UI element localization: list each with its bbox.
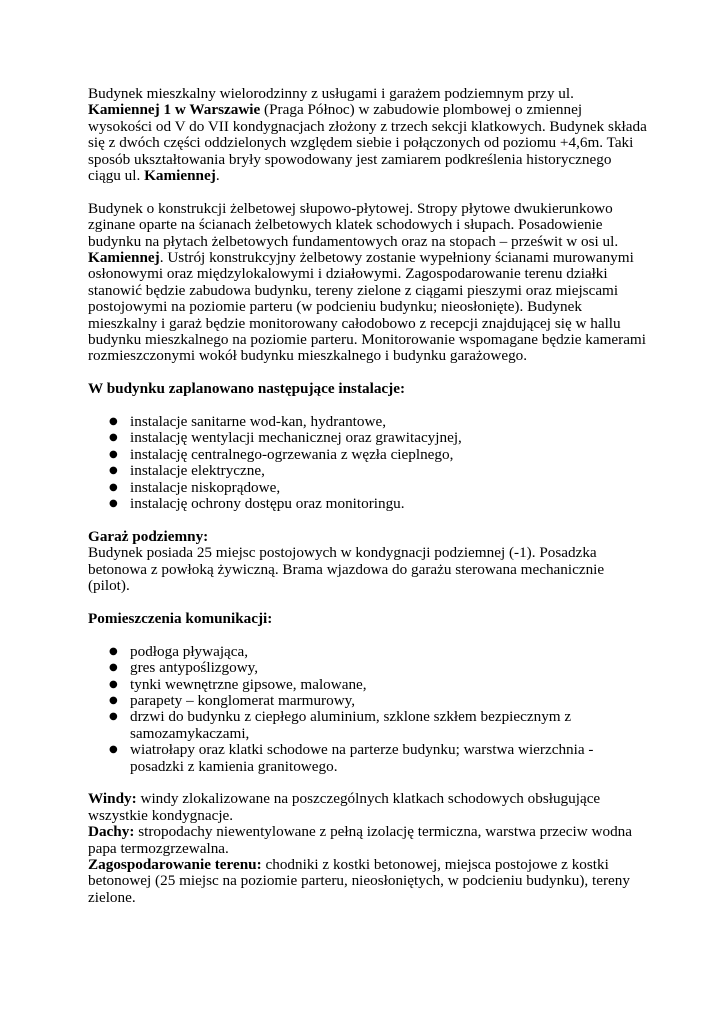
list-item (88, 660, 648, 676)
list-item (88, 742, 648, 775)
list-item-text: gres antypoślizgowy, (130, 659, 259, 677)
list-item-text: instalacje niskoprądowe, (130, 478, 281, 496)
text-run: Budynek mieszkalny wielorodzinny z usługami i garażem podziemnym przy ul. (88, 85, 574, 102)
list-item-text: instalację wentylacji mechanicznej oraz grawitacyjnej, (130, 429, 462, 447)
garage-text: Budynek posiada 25 miejsc postojowych w kondygnacji podziemnej (-1). Posadzka betonowa z powłoką żywiczną. Brama wjazdowa do garażu sterowana mechanicznie (pilot). (88, 544, 605, 595)
list-item-text: instalację centralnego-ogrzewania z węzła cieplnego, (130, 445, 454, 463)
list-item (88, 447, 648, 463)
list-item-text: wiatrołapy oraz klatki schodowe na parterze budynku; warstwa wierzchnia - posadzki z kamienia granitowego. (130, 741, 594, 775)
document-body (88, 86, 648, 906)
list-item-text: instalacje elektryczne, (130, 462, 265, 480)
bold-address: Kamiennej 1 w Warszawie (88, 101, 261, 119)
list-item (88, 480, 648, 496)
bold-street-name: Kamiennej (88, 249, 160, 267)
text-run: windy zlokalizowane na poszczególnych klatkach schodowych obsługujące wszystkie kondygnacje. (88, 790, 601, 824)
list-item (88, 693, 648, 709)
text-run: . (215, 167, 220, 185)
bullet-icon: ● (109, 744, 118, 756)
bullet-icon: ● (109, 711, 118, 723)
bullet-icon: ● (109, 662, 118, 674)
text-run: . Ustrój konstrukcyjny żelbetowy zostanie wypełniony ścianami murowanymi osłonowymi oraz międzylokalowymi i działowymi. Zagospodarowanie terenu działki stanowić będzie zabudowa budynku, tereny zielone z ciągami pieszymi oraz miejscami postojowymi na poziomie parteru (w podcieniu budynku; nieosłonięte). Budynek mieszkalny i garaż będzie monitorowany całodobowo z recepcji znajdującej się w hallu budynku mieszkalnego na poziomie parteru. Monitorowanie wspomagane będzie kamerami rozmieszczonymi wokół budynku mieszkalnego i budynku garażowego. (88, 249, 646, 365)
list-item (88, 677, 648, 693)
communication-heading (88, 611, 648, 627)
list-item-text: podłoga pływająca, (130, 642, 249, 660)
heading-text: Garaż podziemny: (88, 527, 209, 545)
bold-street-name: Kamiennej (144, 167, 216, 185)
heading-text: W budynku zaplanowano następujące instalacje: (88, 380, 406, 398)
list-item (88, 430, 648, 446)
list-item-text: parapety – konglomerat marmurowy, (130, 691, 356, 709)
site-development-paragraph (88, 857, 648, 906)
bullet-icon: ● (109, 678, 118, 690)
bullet-icon: ● (109, 498, 118, 510)
list-item (88, 463, 648, 479)
garage-heading (88, 529, 648, 545)
installations-heading (88, 381, 648, 397)
bullet-icon: ● (109, 481, 118, 493)
list-item-text: tynki wewnętrzne gipsowe, malowane, (130, 675, 367, 693)
text-run: stropodachy niewentylowane z pełną izolację termiczna, warstwa przeciw wodna papa termozgrzewalna. (88, 823, 633, 857)
list-item (88, 496, 648, 512)
list-item-text: instalacje sanitarne wod-kan, hydrantowe, (130, 413, 386, 431)
bullet-icon: ● (109, 416, 118, 428)
bullet-icon: ● (109, 432, 118, 444)
elevators-paragraph (88, 791, 648, 824)
communication-list (88, 644, 648, 775)
bullet-icon: ● (109, 465, 118, 477)
paragraph-building-description (88, 86, 648, 184)
installations-list (88, 414, 648, 512)
bullet-icon: ● (109, 448, 118, 460)
list-item-text: instalację ochrony dostępu oraz monitoringu. (130, 495, 405, 513)
roofs-label: Dachy: (88, 823, 135, 841)
elevators-label: Windy: (88, 790, 137, 808)
paragraph-construction (88, 201, 648, 365)
bullet-icon: ● (109, 645, 118, 657)
bullet-icon: ● (109, 694, 118, 706)
list-item (88, 644, 648, 660)
list-item-text: drzwi do budynku z ciepłego aluminium, szklone szkłem bezpiecznym z samozamykaczami, (130, 708, 572, 742)
heading-text: Pomieszczenia komunikacji: (88, 609, 273, 627)
text-run: Budynek o konstrukcji żelbetowej słupowo-płytowej. Stropy płytowe dwukierunkowo zginane oparte na ścianach żelbetowych klatek schodowych i słupach. Posadowienie budynku na płytach żelbetowych fundamentowych oraz na stopach – prześwit w osi ul. (88, 199, 619, 250)
text-run: (Praga Północ) w zabudowie plombowej o zmiennej wysokości od V do VII kondygnacjach złożony z trzech sekcji klatkowych. Budynek składa się z dwóch części oddzielonych względem siebie i połączonych od poziomu +4,6m. Taki sposób ukształtowania bryły spowodowany jest zamiarem podkreślenia historycznego ciągu ul. (88, 101, 647, 185)
roofs-paragraph (88, 824, 648, 857)
text-run: chodniki z kostki betonowej, miejsca postojowe z kostki betonowej (25 miejsc na poziomie parteru, nieosłoniętych, w podcieniu budynku), tereny zielone. (88, 855, 630, 906)
list-item (88, 709, 648, 742)
site-development-label: Zagospodarowanie terenu: (88, 855, 262, 873)
list-item (88, 414, 648, 430)
